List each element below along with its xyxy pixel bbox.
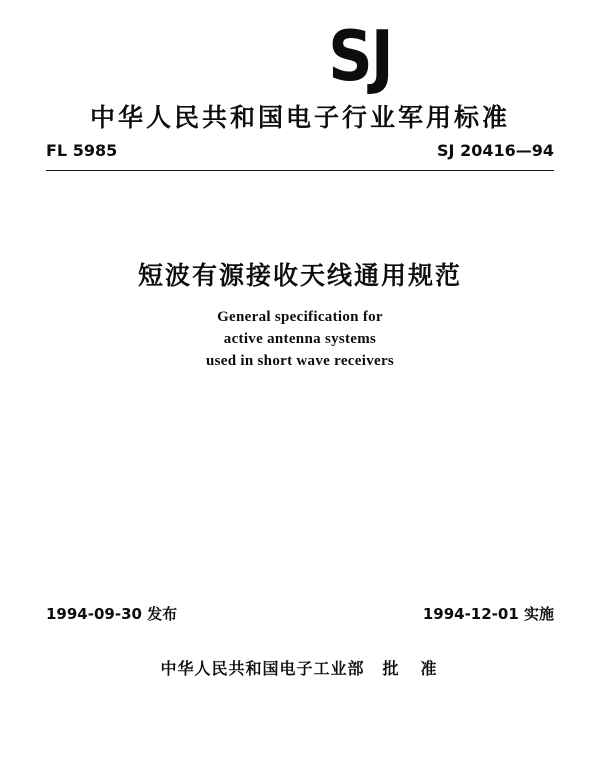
code-row: [46, 141, 554, 160]
dates-row: [46, 603, 554, 624]
document-header-title: 中华人民共和国电子行业军用标准: [89, 103, 510, 132]
issuer-name: 中华人民共和国电子工业部: [160, 659, 365, 678]
page-title: 短波有源接收天线通用规范: [137, 261, 462, 290]
title-en-line-1: General specification for: [217, 309, 383, 325]
issue-date: 1994-09-30 发布: [46, 605, 178, 623]
issuer-row: [0, 656, 600, 679]
sj-logo: SJ: [328, 15, 392, 98]
sj-logo-container: [0, 15, 600, 98]
standard-number: SJ 20416—94: [437, 141, 554, 160]
page-title-english: [0, 306, 600, 372]
approval-label: 批 准: [382, 659, 440, 678]
header-divider: [46, 170, 554, 171]
title-en-line-2: active antenna systems: [223, 331, 377, 347]
effective-date: 1994-12-01 实施: [422, 605, 554, 623]
title-en-line-3: used in short wave receivers: [205, 353, 395, 369]
classification-code: FL 5985: [46, 141, 118, 160]
